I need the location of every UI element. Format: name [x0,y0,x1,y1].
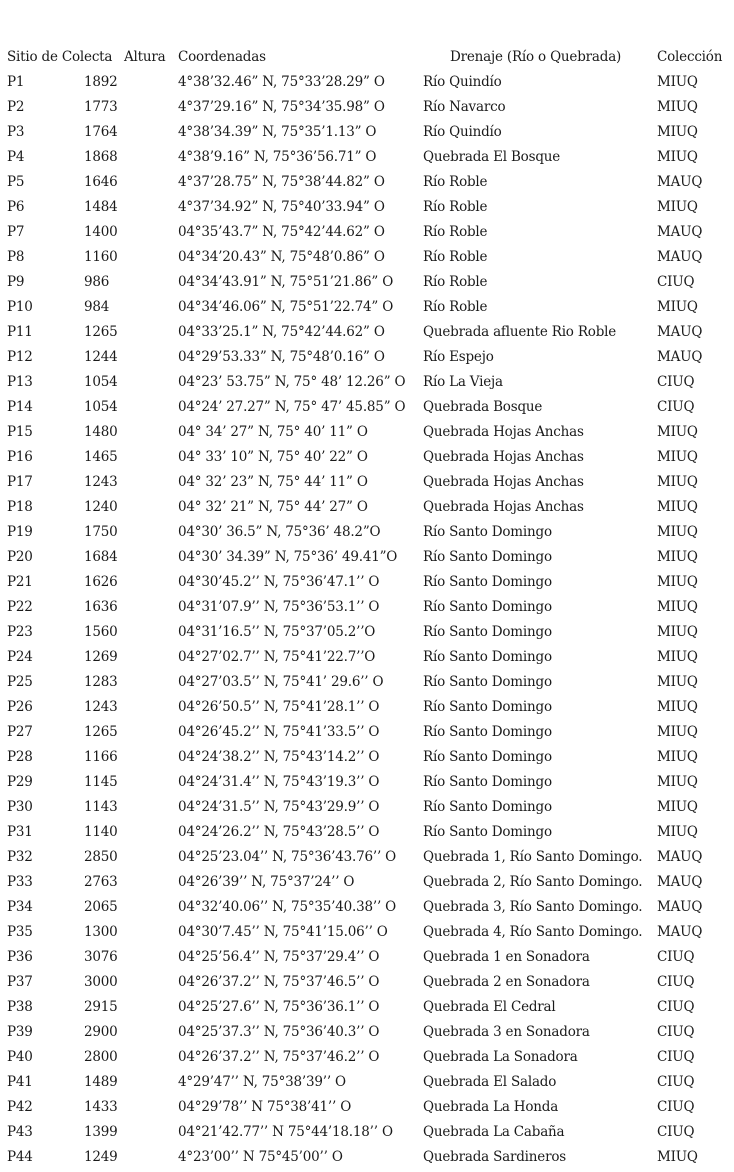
drainage-cell: Río Santo Domingo [423,599,552,615]
site-cell: P43 [7,1124,33,1140]
table-row [0,347,734,372]
table-row [0,547,734,572]
drainage-cell: Quebrada Hojas Anchas [423,474,584,490]
drainage-cell: Río Roble [423,224,488,240]
coordinates-cell: 04°25’23.04’’ N, 75°36’43.76’’ O [178,849,397,865]
altitude-cell: 1243 [84,699,118,715]
drainage-cell: Quebrada 3 en Sonadora [423,1024,590,1040]
coordinates-cell: 04° 33’ 10” N, 75° 40’ 22” O [178,449,368,465]
table-row [0,122,734,147]
collection-cell: CIUQ [657,1024,695,1040]
site-cell: P37 [7,974,33,990]
altitude-cell: 2850 [84,849,118,865]
coordinates-cell: 04°29’53.33” N, 75°48’0.16” O [178,349,385,365]
coordinates-cell: 4°38’34.39” N, 75°35’1.13” O [178,124,377,140]
header-altitude: Altura [124,49,166,65]
coordinates-cell: 04°24’31.4’’ N, 75°43’19.3’’ O [178,774,380,790]
site-cell: P41 [7,1074,33,1090]
collection-cell: MAUQ [657,174,703,190]
table-row [0,1097,734,1122]
coordinates-cell: 04° 32’ 23” N, 75° 44’ 11” O [178,474,368,490]
coordinates-cell: 04°26’45.2’’ N, 75°41’33.5’’ O [178,724,380,740]
collection-cell: MAUQ [657,349,703,365]
site-cell: P9 [7,274,25,290]
site-cell: P19 [7,524,33,540]
site-cell: P29 [7,774,33,790]
table-row [0,772,734,797]
coordinates-cell: 04°24’ 27.27” N, 75° 47’ 45.85” O [178,399,406,415]
coordinates-cell: 04°30’7.45’’ N, 75°41’15.06’’ O [178,924,388,940]
altitude-cell: 1160 [84,249,118,265]
collection-cell: MIUQ [657,149,698,165]
coordinates-cell: 04°24’38.2’’ N, 75°43’14.2’’ O [178,749,380,765]
altitude-cell: 2800 [84,1049,118,1065]
table-row [0,197,734,222]
table-row [0,822,734,847]
drainage-cell: Quebrada El Cedral [423,999,556,1015]
coordinates-cell: 04°26’50.5’’ N, 75°41’28.1’’ O [178,699,380,715]
site-cell: P44 [7,1149,33,1165]
table-row [0,947,734,972]
altitude-cell: 2763 [84,874,118,890]
collection-cell: MIUQ [657,724,698,740]
drainage-cell: Río Roble [423,274,488,290]
coordinates-cell: 04°26’37.2’’ N, 75°37’46.5’’ O [178,974,380,990]
collection-cell: MIUQ [657,524,698,540]
site-cell: P11 [7,324,33,340]
site-cell: P27 [7,724,33,740]
altitude-cell: 1399 [84,1124,118,1140]
collection-cell: CIUQ [657,1049,695,1065]
coordinates-cell: 4°37’29.16” N, 75°34’35.98” O [178,99,385,115]
altitude-cell: 1489 [84,1074,118,1090]
drainage-cell: Río Quindío [423,124,502,140]
altitude-cell: 1626 [84,574,118,590]
table-row [0,447,734,472]
coordinates-cell: 04°25’27.6’’ N, 75°36’36.1’’ O [178,999,380,1015]
altitude-cell: 1480 [84,424,118,440]
collection-cell: CIUQ [657,274,695,290]
coordinates-cell: 4°23’00’’ N 75°45’00’’ O [178,1149,343,1165]
altitude-cell: 1560 [84,624,118,640]
altitude-cell: 986 [84,274,110,290]
altitude-cell: 1240 [84,499,118,515]
site-cell: P14 [7,399,33,415]
coordinates-cell: 04°34’43.91” N, 75°51’21.86” O [178,274,394,290]
table-row [0,697,734,722]
table-row [0,597,734,622]
collection-cell: MIUQ [657,799,698,815]
coordinates-cell: 04°25’56.4’’ N, 75°37’29.4’’ O [178,949,380,965]
table-row [0,847,734,872]
altitude-cell: 1166 [84,749,118,765]
site-cell: P8 [7,249,25,265]
table-row [0,647,734,672]
collection-cell: MIUQ [657,499,698,515]
table-row [0,272,734,297]
header-site: Sitio de Colecta [7,49,113,65]
coordinates-cell: 04°23’ 53.75” N, 75° 48’ 12.26” O [178,374,406,390]
site-cell: P33 [7,874,33,890]
site-cell: P25 [7,674,33,690]
drainage-cell: Río Quindío [423,74,502,90]
coordinates-cell: 04° 34’ 27” N, 75° 40’ 11” O [178,424,368,440]
table-row [0,722,734,747]
collection-cell: MIUQ [657,424,698,440]
altitude-cell: 1433 [84,1099,118,1115]
collection-cell: MAUQ [657,249,703,265]
altitude-cell: 2900 [84,1024,118,1040]
header-drainage: Drenaje (Río o Quebrada) [450,49,622,65]
drainage-cell: Quebrada Hojas Anchas [423,499,584,515]
drainage-cell: Río Santo Domingo [423,699,552,715]
altitude-cell: 1054 [84,374,118,390]
altitude-cell: 3076 [84,949,118,965]
coordinates-cell: 04°35’43.7” N, 75°42’44.62” O [178,224,385,240]
drainage-cell: Río Santo Domingo [423,649,552,665]
drainage-cell: Quebrada Sardineros [423,1149,566,1165]
table-row [0,1072,734,1097]
site-cell: P28 [7,749,33,765]
collection-cell: CIUQ [657,1099,695,1115]
table-row [0,372,734,397]
collection-cell: MIUQ [657,74,698,90]
coordinates-cell: 4°37’34.92” N, 75°40’33.94” O [178,199,385,215]
site-cell: P10 [7,299,33,315]
drainage-cell: Quebrada 4, Río Santo Domingo. [423,924,643,940]
drainage-cell: Río Espejo [423,349,494,365]
site-cell: P24 [7,649,33,665]
site-cell: P21 [7,574,33,590]
site-cell: P1 [7,74,25,90]
table-row [0,147,734,172]
altitude-cell: 1465 [84,449,118,465]
site-cell: P26 [7,699,33,715]
collection-cell: MIUQ [657,124,698,140]
coordinates-cell: 04°25’37.3’’ N, 75°36’40.3’’ O [178,1024,380,1040]
coordinates-cell: 4°37’28.75” N, 75°38’44.82” O [178,174,385,190]
table-row [0,97,734,122]
drainage-cell: Quebrada 1 en Sonadora [423,949,590,965]
drainage-cell: Río Roble [423,299,488,315]
drainage-cell: Río La Vieja [423,374,503,390]
coordinates-cell: 04°31’07.9’’ N, 75°36’53.1’’ O [178,599,380,615]
coordinates-cell: 04°34’20.43” N, 75°48’0.86” O [178,249,385,265]
table-row [0,522,734,547]
collection-cell: MIUQ [657,749,698,765]
altitude-cell: 1868 [84,149,118,165]
drainage-cell: Quebrada 1, Río Santo Domingo. [423,849,643,865]
site-cell: P15 [7,424,33,440]
table-row [0,297,734,322]
table-row [0,322,734,347]
drainage-cell: Río Santo Domingo [423,674,552,690]
table-row [0,997,734,1022]
drainage-cell: Quebrada afluente Rio Roble [423,324,617,340]
site-cell: P2 [7,99,25,115]
site-cell: P35 [7,924,33,940]
table-row [0,472,734,497]
drainage-cell: Quebrada 2 en Sonadora [423,974,590,990]
drainage-cell: Río Navarco [423,99,506,115]
table-row [0,1147,734,1172]
table-row [0,1022,734,1047]
drainage-cell: Río Roble [423,249,488,265]
site-cell: P5 [7,174,25,190]
drainage-cell: Río Santo Domingo [423,724,552,740]
site-cell: P7 [7,224,25,240]
table-row [0,72,734,97]
altitude-cell: 1140 [84,824,118,840]
altitude-cell: 984 [84,299,110,315]
collection-cell: MAUQ [657,324,703,340]
collection-cell: CIUQ [657,1074,695,1090]
coordinates-cell: 04°24’26.2’’ N, 75°43’28.5’’ O [178,824,380,840]
site-cell: P31 [7,824,33,840]
table-row [0,222,734,247]
site-cell: P42 [7,1099,33,1115]
altitude-cell: 1892 [84,74,118,90]
coordinates-cell: 04°30’ 34.39” N, 75°36’ 49.41”O [178,549,398,565]
collection-cell: MIUQ [657,549,698,565]
altitude-cell: 1773 [84,99,118,115]
table-row [0,922,734,947]
collection-cell: MIUQ [657,774,698,790]
drainage-cell: Río Santo Domingo [423,799,552,815]
collection-cell: MIUQ [657,449,698,465]
table-row [0,897,734,922]
collection-cell: MIUQ [657,99,698,115]
altitude-cell: 1750 [84,524,118,540]
table-row [0,497,734,522]
altitude-cell: 1054 [84,399,118,415]
table-row [0,797,734,822]
altitude-cell: 1764 [84,124,118,140]
coordinates-cell: 04°27’02.7’’ N, 75°41’22.7’’O [178,649,376,665]
coordinates-cell: 04° 32’ 21” N, 75° 44’ 27” O [178,499,368,515]
coordinates-cell: 04°27’03.5’’ N, 75°41’ 29.6’’ O [178,674,384,690]
drainage-cell: Río Roble [423,199,488,215]
site-cell: P12 [7,349,33,365]
drainage-cell: Quebrada Bosque [423,399,543,415]
site-cell: P23 [7,624,33,640]
altitude-cell: 1646 [84,174,118,190]
collection-cell: MIUQ [657,299,698,315]
drainage-cell: Quebrada 3, Río Santo Domingo. [423,899,643,915]
coordinates-cell: 04°30’ 36.5” N, 75°36’ 48.2”O [178,524,381,540]
site-cell: P38 [7,999,33,1015]
site-cell: P36 [7,949,33,965]
altitude-cell: 1265 [84,324,118,340]
collection-cell: CIUQ [657,999,695,1015]
coordinates-cell: 4°29’47’’ N, 75°38’39’’ O [178,1074,346,1090]
table-row [0,422,734,447]
coordinates-cell: 04°34’46.06” N, 75°51’22.74” O [178,299,394,315]
table-row [0,1047,734,1072]
table-row [0,747,734,772]
header-collection: Colección [657,49,723,65]
table-row [0,672,734,697]
coordinates-cell: 4°38’9.16” N, 75°36’56.71” O [178,149,377,165]
collection-cell: CIUQ [657,949,695,965]
altitude-cell: 1636 [84,599,118,615]
drainage-cell: Río Santo Domingo [423,524,552,540]
altitude-cell: 1145 [84,774,118,790]
site-cell: P34 [7,899,33,915]
collection-cell: CIUQ [657,374,695,390]
collection-cell: MIUQ [657,574,698,590]
site-cell: P6 [7,199,25,215]
site-cell: P22 [7,599,33,615]
table-row [0,572,734,597]
table-header [0,47,734,72]
collection-cell: MIUQ [657,474,698,490]
coordinates-cell: 04°31’16.5’’ N, 75°37’05.2’’O [178,624,376,640]
drainage-cell: Quebrada El Bosque [423,149,561,165]
collection-cell: MIUQ [657,649,698,665]
collection-cell: MAUQ [657,849,703,865]
table-row [0,172,734,197]
site-cell: P3 [7,124,25,140]
drainage-cell: Río Santo Domingo [423,549,552,565]
site-cell: P4 [7,149,25,165]
altitude-cell: 1484 [84,199,118,215]
collection-cell: MIUQ [657,674,698,690]
site-cell: P18 [7,499,33,515]
collection-cell: MAUQ [657,924,703,940]
drainage-cell: Quebrada Hojas Anchas [423,449,584,465]
site-cell: P30 [7,799,33,815]
drainage-cell: Quebrada La Cabaña [423,1124,565,1140]
collection-cell: MIUQ [657,824,698,840]
altitude-cell: 1400 [84,224,118,240]
coordinates-cell: 04°21’42.77’’ N 75°44’18.18’’ O [178,1124,393,1140]
table-row [0,247,734,272]
site-cell: P20 [7,549,33,565]
site-cell: P13 [7,374,33,390]
altitude-cell: 2065 [84,899,118,915]
altitude-cell: 1143 [84,799,118,815]
collection-cell: MIUQ [657,699,698,715]
site-cell: P40 [7,1049,33,1065]
coordinates-cell: 04°32’40.06’’ N, 75°35’40.38’’ O [178,899,397,915]
table-row [0,972,734,997]
site-cell: P32 [7,849,33,865]
altitude-cell: 1244 [84,349,118,365]
drainage-cell: Río Santo Domingo [423,624,552,640]
table-row [0,1122,734,1147]
drainage-cell: Río Roble [423,174,488,190]
altitude-cell: 1249 [84,1149,118,1165]
altitude-cell: 1684 [84,549,118,565]
site-cell: P39 [7,1024,33,1040]
drainage-cell: Quebrada 2, Río Santo Domingo. [423,874,643,890]
collection-cell: MIUQ [657,1149,698,1165]
collection-cell: CIUQ [657,399,695,415]
altitude-cell: 1300 [84,924,118,940]
altitude-cell: 1283 [84,674,118,690]
coordinates-cell: 04°29’78’’ N 75°38’41’’ O [178,1099,352,1115]
drainage-cell: Río Santo Domingo [423,749,552,765]
drainage-cell: Quebrada La Sonadora [423,1049,578,1065]
altitude-cell: 1243 [84,474,118,490]
collection-cell: MAUQ [657,874,703,890]
drainage-cell: Quebrada Hojas Anchas [423,424,584,440]
header-coordinates: Coordenadas [178,49,266,65]
coordinates-cell: 04°30’45.2’’ N, 75°36’47.1’’ O [178,574,380,590]
collection-cell: MAUQ [657,224,703,240]
table-row [0,397,734,422]
coordinates-cell: 04°26’37.2’’ N, 75°37’46.2’’ O [178,1049,380,1065]
drainage-cell: Río Santo Domingo [423,774,552,790]
coordinates-cell: 04°26’39’’ N, 75°37’24’’ O [178,874,355,890]
altitude-cell: 3000 [84,974,118,990]
drainage-cell: Río Santo Domingo [423,824,552,840]
collection-cell: CIUQ [657,1124,695,1140]
drainage-cell: Río Santo Domingo [423,574,552,590]
altitude-cell: 1269 [84,649,118,665]
table-row [0,622,734,647]
drainage-cell: Quebrada El Salado [423,1074,557,1090]
table-row [0,872,734,897]
site-cell: P16 [7,449,33,465]
altitude-cell: 2915 [84,999,118,1015]
collection-cell: MIUQ [657,199,698,215]
coordinates-cell: 04°24’31.5’’ N, 75°43’29.9’’ O [178,799,380,815]
drainage-cell: Quebrada La Honda [423,1099,559,1115]
site-cell: P17 [7,474,33,490]
coordinates-cell: 04°33’25.1” N, 75°42’44.62” O [178,324,385,340]
altitude-cell: 1265 [84,724,118,740]
collection-cell: MIUQ [657,624,698,640]
collection-cell: MIUQ [657,599,698,615]
collection-cell: MAUQ [657,899,703,915]
coordinates-cell: 4°38’32.46” N, 75°33’28.29” O [178,74,385,90]
collection-cell: CIUQ [657,974,695,990]
